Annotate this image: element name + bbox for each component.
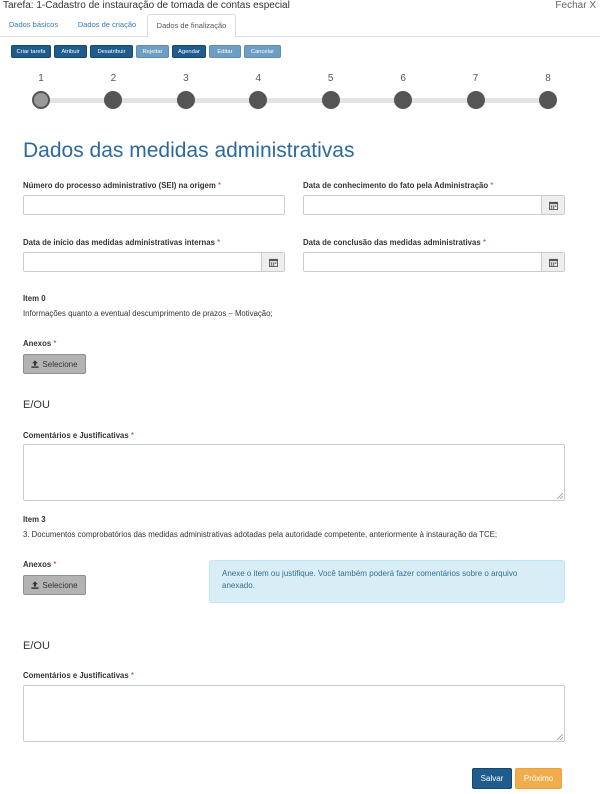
rejeitar-button[interactable]: Rejeitar	[136, 45, 169, 58]
item3-description: 3. Documentos comprobatórios das medidas administrativas adotadas pela autoridade competente, anteriormente à instauração da TCE;	[23, 530, 497, 539]
data-inicio-field	[23, 252, 285, 272]
item0-or-label: E/OU	[23, 399, 50, 411]
data-conhecimento-field	[303, 195, 565, 215]
required-mark: *	[217, 181, 222, 190]
resize-handle-icon[interactable]	[557, 493, 563, 499]
upload-icon	[31, 360, 39, 368]
tab-dados-finalizacao[interactable]: Dados de finalização	[147, 14, 236, 38]
item3-anexos-label: Anexos *	[23, 560, 57, 569]
data-conclusao-label: Data de conclusão das medidas administrativas *	[303, 238, 486, 247]
title-bar	[0, 0, 600, 14]
item3-comments-textarea[interactable]	[23, 685, 565, 742]
tab-dados-criacao[interactable]: Dados de criação	[77, 20, 137, 29]
step-dot-5[interactable]	[322, 91, 340, 109]
step-number-1: 1	[38, 73, 44, 84]
item0-select-file-button[interactable]	[23, 354, 86, 374]
calendar-icon[interactable]	[261, 253, 284, 271]
step-number-3: 3	[183, 73, 189, 84]
window-title: Tarefa: 1-Cadastro de instauração de tomada de contas especial	[3, 0, 290, 11]
step-dot-1[interactable]	[32, 91, 50, 109]
step-number-4: 4	[255, 73, 262, 84]
required-mark: *	[217, 238, 221, 247]
tab-bar	[0, 14, 600, 37]
required-mark: *	[490, 181, 494, 190]
step-dot-3[interactable]	[177, 91, 195, 109]
item0-title: Item 0	[23, 294, 46, 303]
required-mark: *	[53, 560, 57, 569]
data-inicio-label: Data de início das medidas administrativas internas *	[23, 238, 221, 247]
calendar-icon[interactable]	[541, 253, 564, 271]
data-conhecimento-input[interactable]	[304, 196, 541, 214]
step-number-6: 6	[400, 73, 406, 84]
step-number-5: 5	[327, 73, 334, 84]
item3-info-alert: Anexe o item ou justifique. Você também poderá fazer comentários sobre o arquivo anexado.	[209, 560, 565, 603]
step-dot-8[interactable]	[539, 91, 557, 109]
item3-or-label: E/OU	[23, 640, 50, 652]
agendar-button[interactable]: Agendar	[172, 45, 206, 58]
page-title: Dados das medidas administrativas	[23, 139, 355, 162]
progress-stepper	[0, 70, 600, 115]
step-number-7: 7	[472, 73, 479, 84]
data-conclusao-input[interactable]	[304, 253, 541, 271]
select-file-label: Selecione	[42, 359, 78, 369]
item3-select-file-button[interactable]	[23, 575, 86, 595]
step-dot-6[interactable]	[394, 91, 412, 109]
required-mark: *	[482, 238, 486, 247]
step-number-2: 2	[110, 73, 117, 84]
item0-anexos-label: Anexos *	[23, 339, 57, 348]
close-button[interactable]: Fechar X	[555, 0, 596, 11]
required-mark: *	[130, 671, 134, 680]
resize-handle-icon[interactable]	[557, 734, 563, 740]
step-number-8: 8	[545, 73, 551, 84]
item3-title: Item 3	[23, 515, 46, 524]
step-dot-7[interactable]	[467, 91, 485, 109]
data-inicio-input[interactable]	[24, 253, 261, 271]
step-dot-4[interactable]	[249, 91, 267, 109]
item0-comments-textarea[interactable]	[23, 444, 565, 501]
item0-description: Informações quanto a eventual descumprimento de prazos – Motivação;	[23, 309, 273, 318]
calendar-icon[interactable]	[541, 196, 564, 214]
criar-tarefa-button[interactable]: Criar tarefa	[11, 45, 51, 58]
step-dot-2[interactable]	[104, 91, 122, 109]
item0-comments-label: Comentários e Justificativas *	[23, 431, 134, 440]
processo-sei-label: Número do processo administrativo (SEI) na origem *	[23, 181, 222, 190]
item3-comments-label: Comentários e Justificativas *	[23, 671, 134, 680]
select-file-label: Selecione	[42, 580, 78, 590]
required-mark: *	[130, 431, 134, 440]
editar-button[interactable]: Editar	[209, 45, 241, 58]
upload-icon	[31, 581, 39, 589]
next-button[interactable]: Próximo	[515, 768, 562, 789]
required-mark: *	[53, 339, 57, 348]
tab-dados-basicos[interactable]: Dados básicos	[8, 20, 59, 29]
save-button[interactable]: Salvar	[472, 768, 512, 789]
data-conclusao-field	[303, 252, 565, 272]
desatribuir-button[interactable]: Desatribuir	[90, 45, 133, 58]
data-conhecimento-label: Data de conhecimento do fato pela Administração *	[303, 181, 494, 190]
atribuir-button[interactable]: Atribuir	[54, 45, 87, 58]
processo-sei-input[interactable]	[23, 195, 285, 215]
cancelar-button[interactable]: Cancelar	[244, 45, 281, 58]
